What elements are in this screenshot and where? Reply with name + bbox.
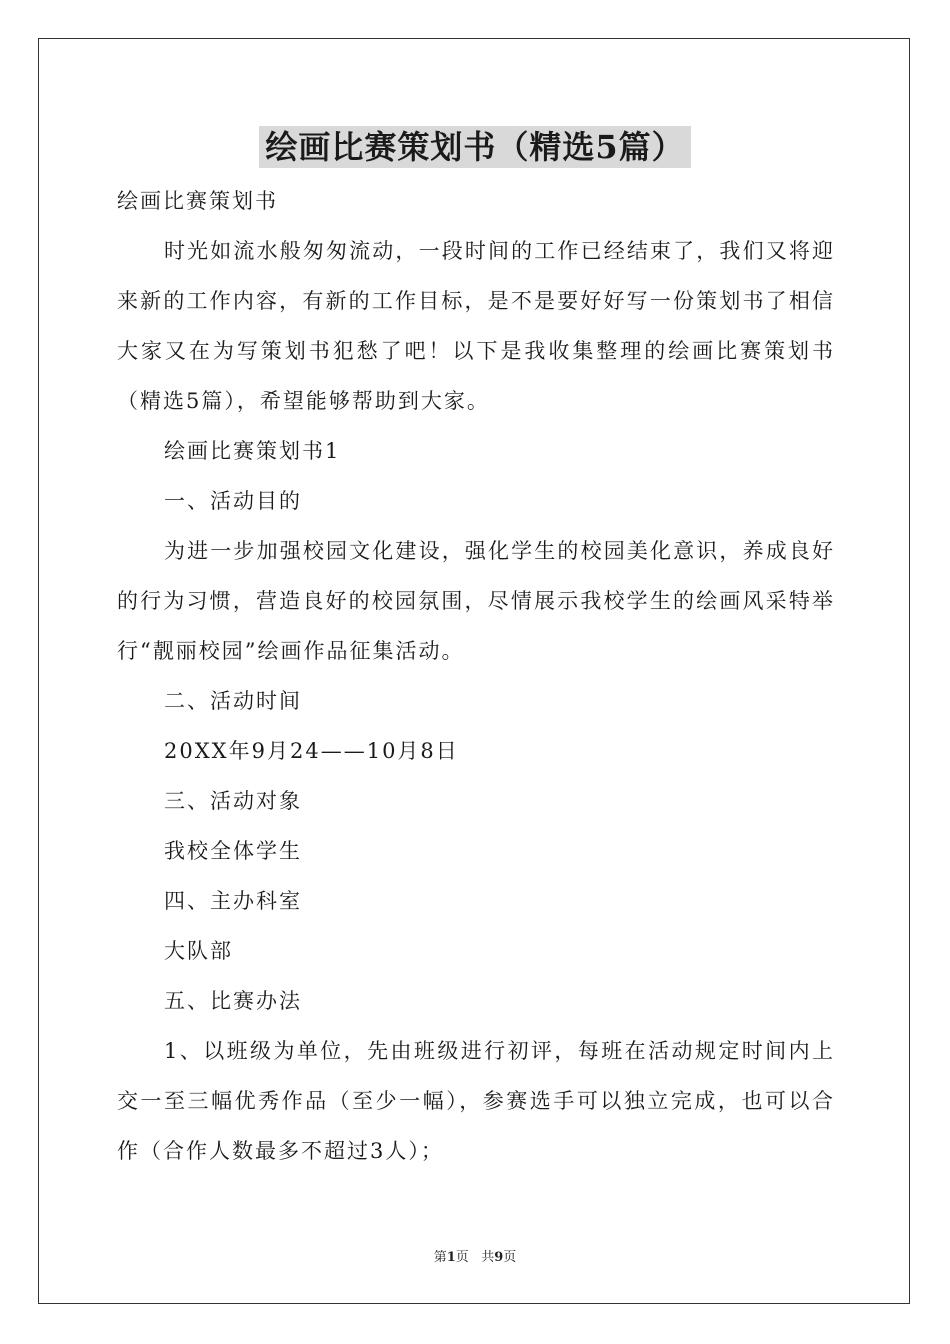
document-title: 绘画比赛策划书（精选5篇） xyxy=(259,126,690,168)
section-heading-plan-1: 绘画比赛策划书1 xyxy=(164,439,341,463)
document-body xyxy=(117,176,835,1176)
paragraph-purpose: 为进一步加强校园文化建设，强化学生的校园美化意识，养成良好的行为习惯，营造良好的校园氛围，尽情展示我校学生的绘画风采特举行“靓丽校园”绘画作品征集活动。 xyxy=(117,539,835,663)
paragraph-organizer: 大队部 xyxy=(164,939,233,963)
footer-page-suffix: 页 xyxy=(455,1250,469,1265)
section-heading-purpose: 一、活动目的 xyxy=(164,489,302,513)
document-subtitle: 绘画比赛策划书 xyxy=(117,189,278,213)
section-heading-organizer: 四、主办科室 xyxy=(164,889,302,913)
section-heading-method: 五、比赛办法 xyxy=(164,989,302,1013)
paragraph-intro: 时光如流水般匆匆流动，一段时间的工作已经结束了，我们又将迎来新的工作内容，有新的工作目标，是不是要好好写一份策划书了相信大家又在为写策划书犯愁了吧！以下是我收集整理的绘画比赛策划书（精选5篇），希望能够帮助到大家。 xyxy=(117,239,835,413)
page-footer xyxy=(0,1246,950,1265)
title-container xyxy=(0,126,950,168)
section-heading-time: 二、活动时间 xyxy=(164,689,302,713)
section-heading-audience: 三、活动对象 xyxy=(164,789,302,813)
paragraph-method-1: 1、以班级为单位，先由班级进行初评，每班在活动规定时间内上交一至三幅优秀作品（至少一幅），参赛选手可以独立完成，也可以合作（合作人数最多不超过3人）； xyxy=(117,1039,835,1163)
footer-current-page: 1 xyxy=(446,1250,456,1265)
footer-total-prefix: 共 xyxy=(481,1250,495,1265)
footer-total-suffix: 页 xyxy=(503,1250,517,1265)
footer-page-prefix: 第 xyxy=(433,1250,447,1265)
paragraph-time: 20XX年9月24——10月8日 xyxy=(164,739,459,763)
paragraph-audience: 我校全体学生 xyxy=(164,839,302,863)
footer-total-pages: 9 xyxy=(494,1250,504,1265)
